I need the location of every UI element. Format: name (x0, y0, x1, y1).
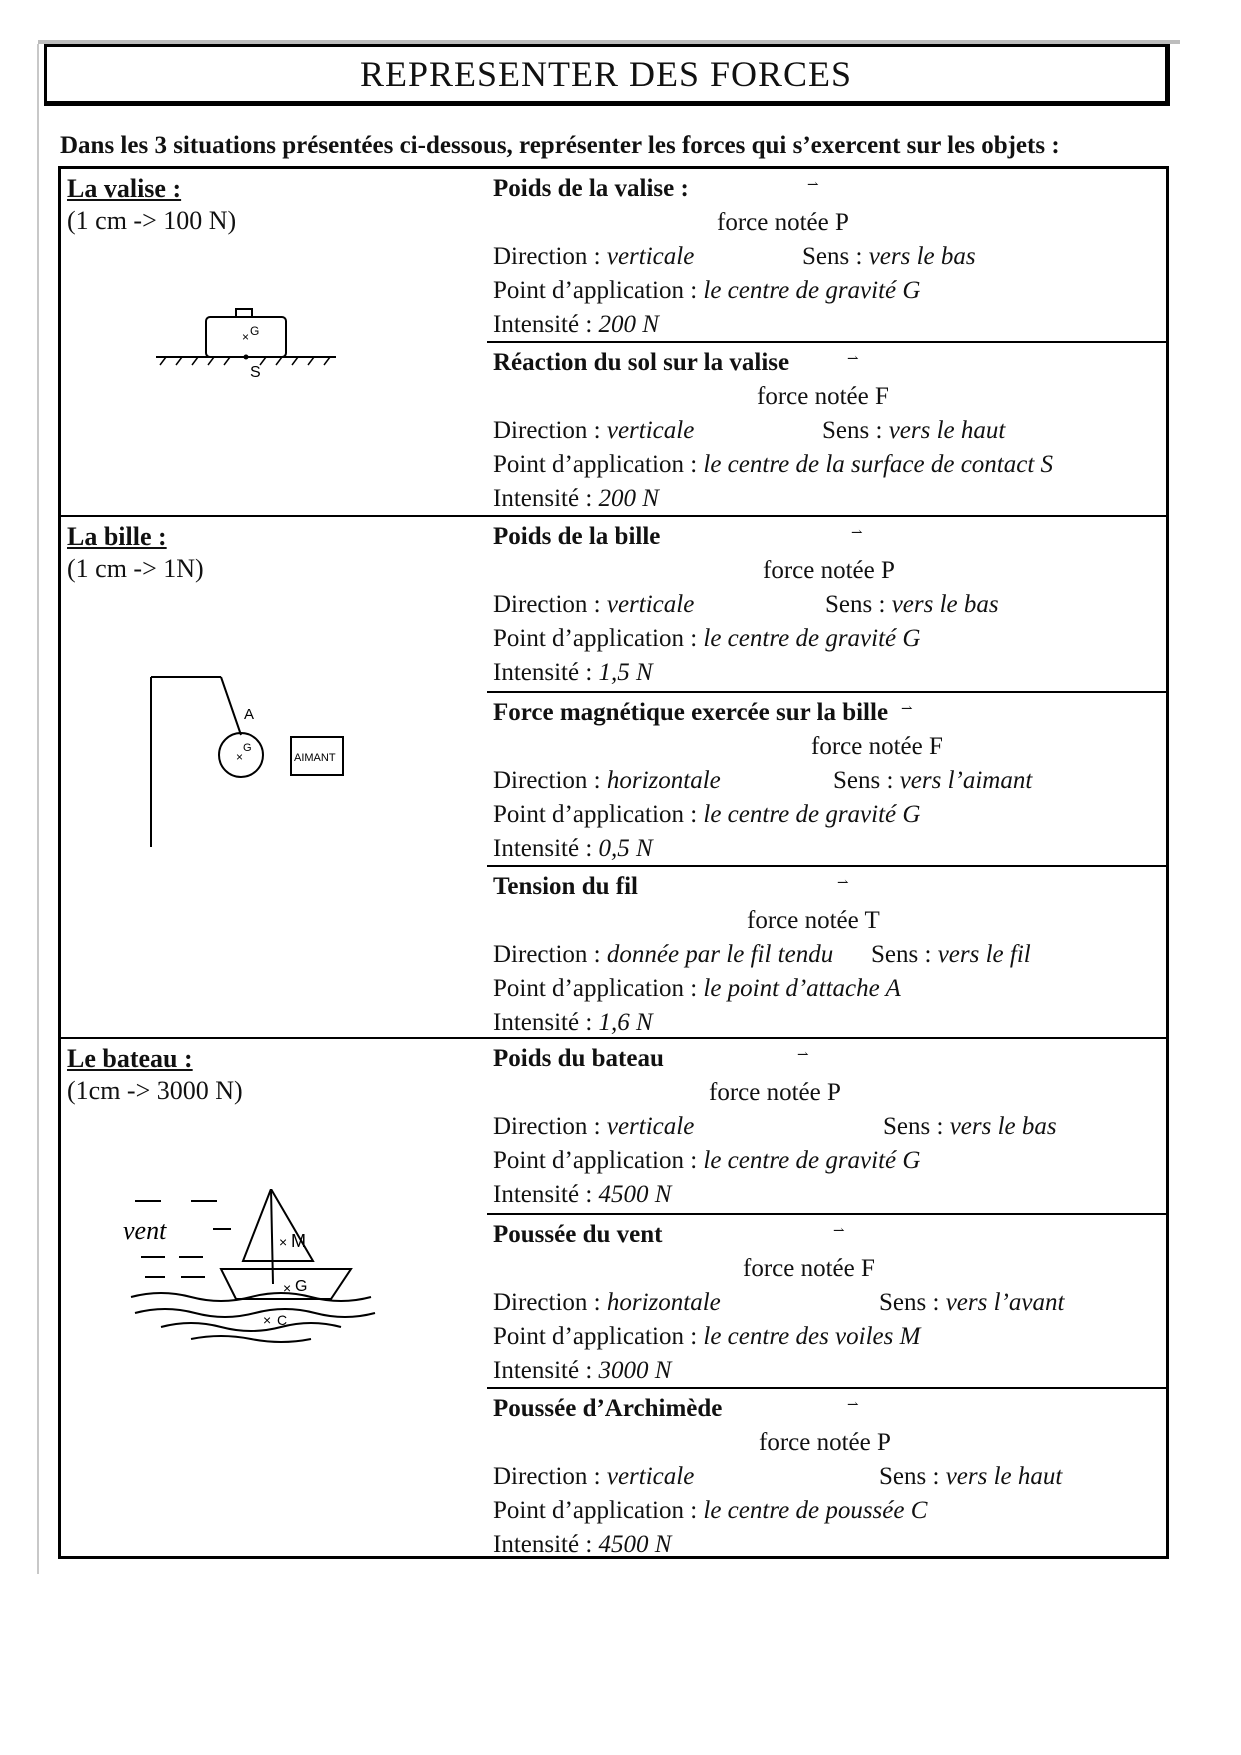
direction-row (493, 1289, 721, 1317)
cross-mark: × (236, 750, 244, 764)
intensity-label: Intensité : (493, 311, 599, 338)
intensity-label: Intensité : (493, 485, 599, 512)
intensity-label: Intensité : (493, 1531, 599, 1558)
sens-row (822, 417, 1005, 445)
vector-arrow-icon: ⇀ (851, 526, 863, 541)
vector-arrow-icon: ⇀ (837, 876, 849, 891)
label-g: G (250, 324, 260, 338)
label-s: S (250, 364, 261, 379)
force-notation: force notée F (811, 733, 943, 760)
section-header (67, 173, 487, 237)
intensity-row (493, 1357, 671, 1385)
application-point-value: le centre de gravité G (703, 801, 921, 828)
intensity-row (493, 1531, 671, 1559)
sens-value: vers le haut (945, 1463, 1063, 1490)
sens-label: Sens : (879, 1463, 946, 1490)
application-point-value: le centre de gravité G (703, 1147, 921, 1174)
pendulum-sketch (141, 667, 381, 857)
application-point-row (493, 451, 1053, 479)
application-point-row (493, 1323, 920, 1351)
sens-label: Sens : (883, 1113, 950, 1140)
intensity-label: Intensité : (493, 1181, 599, 1208)
direction-value: horizontale (606, 1289, 721, 1316)
force-card (487, 1039, 1168, 1213)
force-notation: force notée F (743, 1255, 875, 1282)
direction-label: Direction : (493, 243, 607, 270)
direction-label: Direction : (493, 1289, 607, 1316)
sens-label: Sens : (802, 243, 869, 270)
margin-rule (37, 44, 39, 1574)
direction-value: verticale (606, 1113, 695, 1140)
sens-row (871, 941, 1031, 969)
intensity-label: Intensité : (493, 1357, 599, 1384)
object-scale: (1 cm -> 1N) (67, 554, 204, 583)
direction-label: Direction : (493, 591, 607, 618)
force-card (487, 1387, 1168, 1561)
force-title: Tension du fil (493, 873, 638, 900)
application-point-label: Point d’application : (493, 975, 704, 1002)
vector-arrow-icon: ⇀ (847, 352, 859, 367)
sens-row (883, 1113, 1057, 1141)
section-bateau (61, 1037, 1166, 1559)
label-m: M (291, 1231, 306, 1251)
application-point-label: Point d’application : (493, 801, 704, 828)
label-g: G (243, 742, 252, 754)
force-notation: force notée P (709, 1079, 841, 1106)
direction-label: Direction : (493, 767, 607, 794)
intensity-row (493, 659, 653, 687)
forces-table (58, 166, 1169, 1559)
force-notation: force notée P (759, 1429, 891, 1456)
cross-mark: × (242, 330, 250, 344)
title-box (44, 44, 1170, 106)
direction-label: Direction : (493, 417, 607, 444)
direction-value: verticale (606, 243, 695, 270)
label-c: C (277, 1312, 288, 1328)
object-scale: (1cm -> 3000 N) (67, 1076, 243, 1105)
magnet-label: AIMANT (294, 752, 336, 764)
application-point-label: Point d’application : (493, 1323, 704, 1350)
section-header (67, 1043, 487, 1107)
thread (221, 677, 241, 735)
application-point-row (493, 1497, 927, 1525)
sens-value: vers l’avant (945, 1289, 1065, 1316)
vector-arrow-icon: ⇀ (797, 1048, 809, 1063)
direction-row (493, 417, 694, 445)
vector-arrow-icon: ⇀ (901, 702, 913, 717)
intensity-value: 200 N (598, 485, 659, 512)
intensity-value: 200 N (598, 311, 659, 338)
section-valise (61, 169, 1166, 515)
vector-arrow-icon: ⇀ (847, 1398, 859, 1413)
cross-mark: × (279, 1234, 288, 1250)
boat-sketch (121, 1189, 451, 1359)
application-point-label: Point d’application : (493, 277, 704, 304)
application-point-row (493, 975, 901, 1003)
force-card (487, 517, 1168, 691)
force-notation: force notée T (747, 907, 880, 934)
sens-value: vers le haut (888, 417, 1006, 444)
direction-row (493, 243, 694, 271)
cross-mark: × (263, 1312, 272, 1328)
direction-value: verticale (606, 417, 695, 444)
intensity-row (493, 1009, 653, 1037)
suitcase-sketch (156, 299, 356, 379)
section-bille (61, 515, 1166, 1037)
force-card (487, 169, 1168, 341)
force-card (487, 1213, 1168, 1387)
intensity-value: 1,5 N (598, 659, 653, 686)
intensity-row (493, 311, 659, 339)
direction-row (493, 1463, 694, 1491)
front-sail (243, 1189, 273, 1261)
force-title: Poids de la valise : (493, 175, 689, 202)
force-card (487, 691, 1168, 865)
intensity-label: Intensité : (493, 659, 599, 686)
application-point-value: le centre de poussée C (703, 1497, 928, 1524)
direction-row (493, 767, 721, 795)
intensity-row (493, 1181, 671, 1209)
suitcase-handle (236, 309, 252, 317)
force-title: Réaction du sol sur la valise (493, 349, 790, 376)
application-point-value: le centre de la surface de contact S (703, 451, 1054, 478)
section-header (67, 521, 487, 585)
application-point-row (493, 625, 920, 653)
application-point-row (493, 801, 920, 829)
intensity-value: 3000 N (598, 1357, 672, 1384)
vector-arrow-icon: ⇀ (807, 178, 819, 193)
intensity-label: Intensité : (493, 835, 599, 862)
intensity-value: 1,6 N (598, 1009, 653, 1036)
force-notation: force notée F (757, 383, 889, 410)
force-notation: force notée P (763, 557, 895, 584)
force-title: Poussée d’Archimède (493, 1395, 723, 1422)
sens-value: vers le bas (891, 591, 999, 618)
direction-row (493, 1113, 694, 1141)
application-point-label: Point d’application : (493, 1497, 704, 1524)
intensity-row (493, 485, 659, 513)
force-card (487, 865, 1168, 1039)
sens-label: Sens : (833, 767, 900, 794)
direction-label: Direction : (493, 1463, 607, 1490)
direction-row (493, 591, 694, 619)
sens-value: vers le fil (937, 941, 1031, 968)
force-title: Poussée du vent (493, 1221, 663, 1248)
force-title: Poids du bateau (493, 1045, 664, 1072)
intensity-value: 0,5 N (598, 835, 653, 862)
direction-value: verticale (606, 591, 695, 618)
application-point-value: le centre des voiles M (703, 1323, 921, 1350)
sens-row (825, 591, 999, 619)
object-name: La bille : (67, 522, 167, 551)
direction-value: horizontale (606, 767, 721, 794)
application-point-row (493, 277, 920, 305)
direction-value: verticale (606, 1463, 695, 1490)
label-g: G (295, 1278, 308, 1295)
sens-row (833, 767, 1032, 795)
instructions: Dans les 3 situations présentées ci-dessous, représenter les forces qui s’exercent sur les objets : (60, 132, 1060, 159)
direction-row (493, 941, 833, 969)
direction-label: Direction : (493, 1113, 607, 1140)
water-waves (131, 1293, 375, 1342)
object-name: Le bateau : (67, 1044, 193, 1073)
sens-row (879, 1463, 1062, 1491)
page-title: REPRESENTER DES FORCES (359, 54, 853, 94)
application-point-label: Point d’application : (493, 451, 704, 478)
force-card (487, 341, 1168, 515)
intensity-value: 4500 N (598, 1181, 672, 1208)
vector-arrow-icon: ⇀ (833, 1224, 845, 1239)
object-name: La valise : (67, 174, 182, 203)
sens-label: Sens : (879, 1289, 946, 1316)
sens-value: vers l’aimant (899, 767, 1033, 794)
sens-label: Sens : (825, 591, 892, 618)
intensity-row (493, 835, 653, 863)
intensity-label: Intensité : (493, 1009, 599, 1036)
application-point-label: Point d’application : (493, 625, 704, 652)
application-point-value: le centre de gravité G (703, 277, 921, 304)
label-a: A (244, 706, 255, 723)
force-title: Force magnétique exercée sur la bille (493, 699, 889, 726)
cross-mark: × (283, 1280, 292, 1296)
force-notation: force notée P (717, 209, 849, 236)
direction-value: donnée par le fil tendu (606, 941, 834, 968)
sens-label: Sens : (822, 417, 889, 444)
sens-label: Sens : (871, 941, 938, 968)
application-point-row (493, 1147, 920, 1175)
contact-point (244, 355, 249, 360)
object-scale: (1 cm -> 100 N) (67, 206, 237, 235)
direction-label: Direction : (493, 941, 607, 968)
application-point-value: le point d’attache A (703, 975, 901, 1002)
application-point-value: le centre de gravité G (703, 625, 921, 652)
force-title: Poids de la bille (493, 523, 661, 550)
sens-row (802, 243, 976, 271)
sens-value: vers le bas (868, 243, 976, 270)
sens-value: vers le bas (949, 1113, 1057, 1140)
wind-label: vent (123, 1216, 167, 1245)
intensity-value: 4500 N (598, 1531, 672, 1558)
sens-row (879, 1289, 1064, 1317)
application-point-label: Point d’application : (493, 1147, 704, 1174)
